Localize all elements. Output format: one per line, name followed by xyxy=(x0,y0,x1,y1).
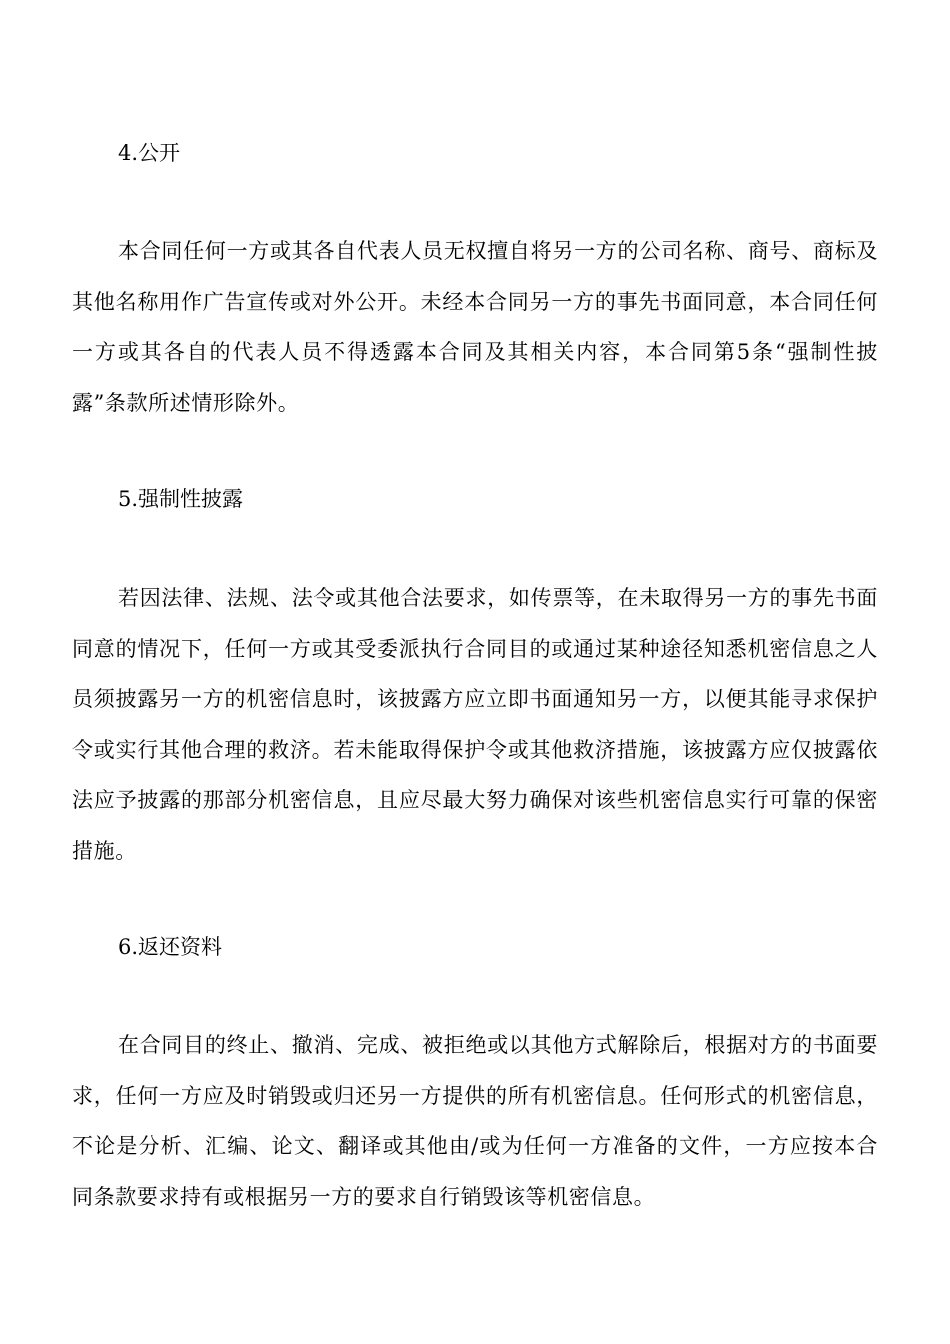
section-heading-compelled-disclosure: 5.强制性披露 xyxy=(118,487,244,511)
section-heading-return-of-materials: 6.返还资料 xyxy=(118,935,223,959)
section-body-compelled-disclosure: 若因法律、法规、法令或其他合法要求，如传票等，在未取得另一方的事先书面同意的情况下，任何一方或其受委派执行合同目的或通过某种途径知悉机密信息之人员须披露另一方的机密信息时，该披露方应立即书面通知另一方，以便其能寻求保护令或实行其他合理的救济。若未能取得保护令或其他救济措施，该披露方应仅披露依法应予披露的那部分机密信息，且应尽最大努力确保对该些机密信息实行可靠的保密措施。 xyxy=(72,586,878,863)
section-body-publicity: 本合同任何一方或其各自代表人员无权擅自将另一方的公司名称、商号、商标及其他名称用作广告宣传或对外公开。未经本合同另一方的事先书面同意，本合同任何一方或其各自的代表人员不得透露本合同及其相关内容，本合同第5条“强制性披露”条款所述情形除外。 xyxy=(72,239,878,415)
section-body-return-of-materials: 在合同目的终止、撤消、完成、被拒绝或以其他方式解除后，根据对方的书面要求，任何一方应及时销毁或归还另一方提供的所有机密信息。任何形式的机密信息，不论是分析、汇编、论文、翻译或其他由/或为任何一方准备的文件，一方应按本合同条款要求持有或根据另一方的要求自行销毁该等机密信息。 xyxy=(72,1033,878,1209)
section-heading-publicity: 4.公开 xyxy=(118,141,181,165)
